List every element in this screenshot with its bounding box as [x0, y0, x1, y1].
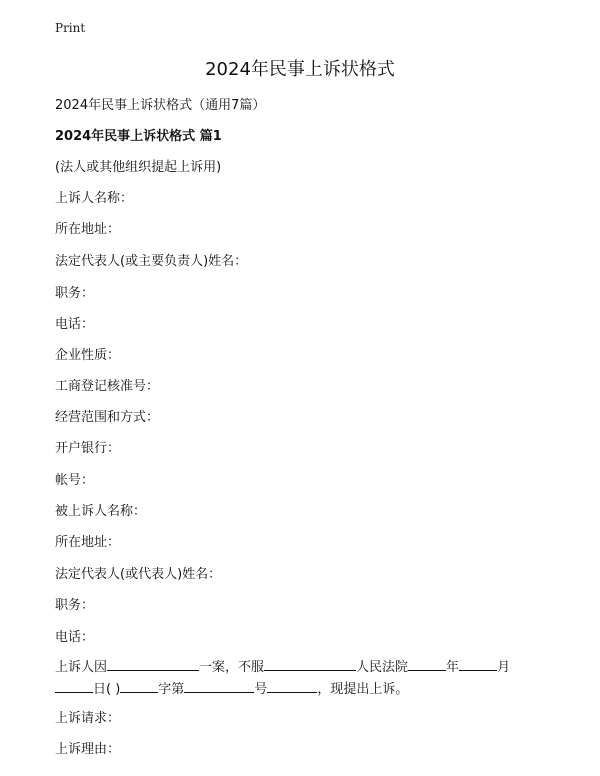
appeal-text-2: 一案，不服 [199, 660, 265, 675]
blank-month [459, 656, 497, 671]
field-enterprise-type: 企业性质： [55, 348, 121, 363]
appeal-text-5: 月 [497, 660, 511, 675]
field-respondent-address: 所在地址： [55, 535, 121, 550]
field-respondent-representative: 法定代表人(或代表人)姓名： [55, 567, 222, 582]
field-phone: 电话： [55, 317, 95, 332]
print-link[interactable]: Print [55, 21, 86, 35]
document-title: 2024年民事上诉状格式 [205, 59, 395, 80]
blank-year [408, 656, 446, 671]
field-appellant-address: 所在地址： [55, 222, 121, 237]
appeal-text-1: 上诉人因 [55, 660, 108, 675]
appeal-text-3: 人民法院 [356, 660, 409, 675]
appeal-statement [55, 656, 555, 700]
field-respondent-name: 被上诉人名称： [55, 504, 147, 519]
appeal-request-label: 上诉请求： [55, 711, 121, 726]
field-account: 帐号： [55, 473, 95, 488]
field-respondent-position: 职务： [55, 598, 95, 613]
appeal-text-8: 号 [254, 682, 268, 697]
blank-sequence [267, 678, 317, 693]
blank-case [107, 656, 199, 671]
appeal-text-6: 日( ) [93, 682, 121, 697]
appeal-text-9: ，现提出上诉。 [317, 682, 409, 697]
field-position: 职务： [55, 286, 95, 301]
field-bank: 开户银行： [55, 441, 121, 456]
blank-court [264, 656, 356, 671]
appeal-reason-label: 上诉理由： [55, 742, 121, 757]
field-registration-number: 工商登记核准号： [55, 379, 160, 394]
section-heading: 2024年民事上诉状格式 篇1 [55, 129, 222, 144]
document-subtitle: 2024年民事上诉状格式（通用7篇） [55, 98, 266, 113]
field-respondent-phone: 电话： [55, 630, 95, 645]
blank-day [55, 678, 93, 693]
appeal-text-7: 字第 [158, 682, 185, 697]
usage-note: (法人或其他组织提起上诉用) [55, 160, 222, 175]
field-appellant-name: 上诉人名称： [55, 191, 134, 206]
field-legal-representative: 法定代表人(或主要负责人)姓名： [55, 254, 248, 269]
blank-prefix [120, 678, 158, 693]
field-business-scope: 经营范围和方式： [55, 410, 160, 425]
blank-number [184, 678, 254, 693]
appeal-text-4: 年 [446, 660, 460, 675]
